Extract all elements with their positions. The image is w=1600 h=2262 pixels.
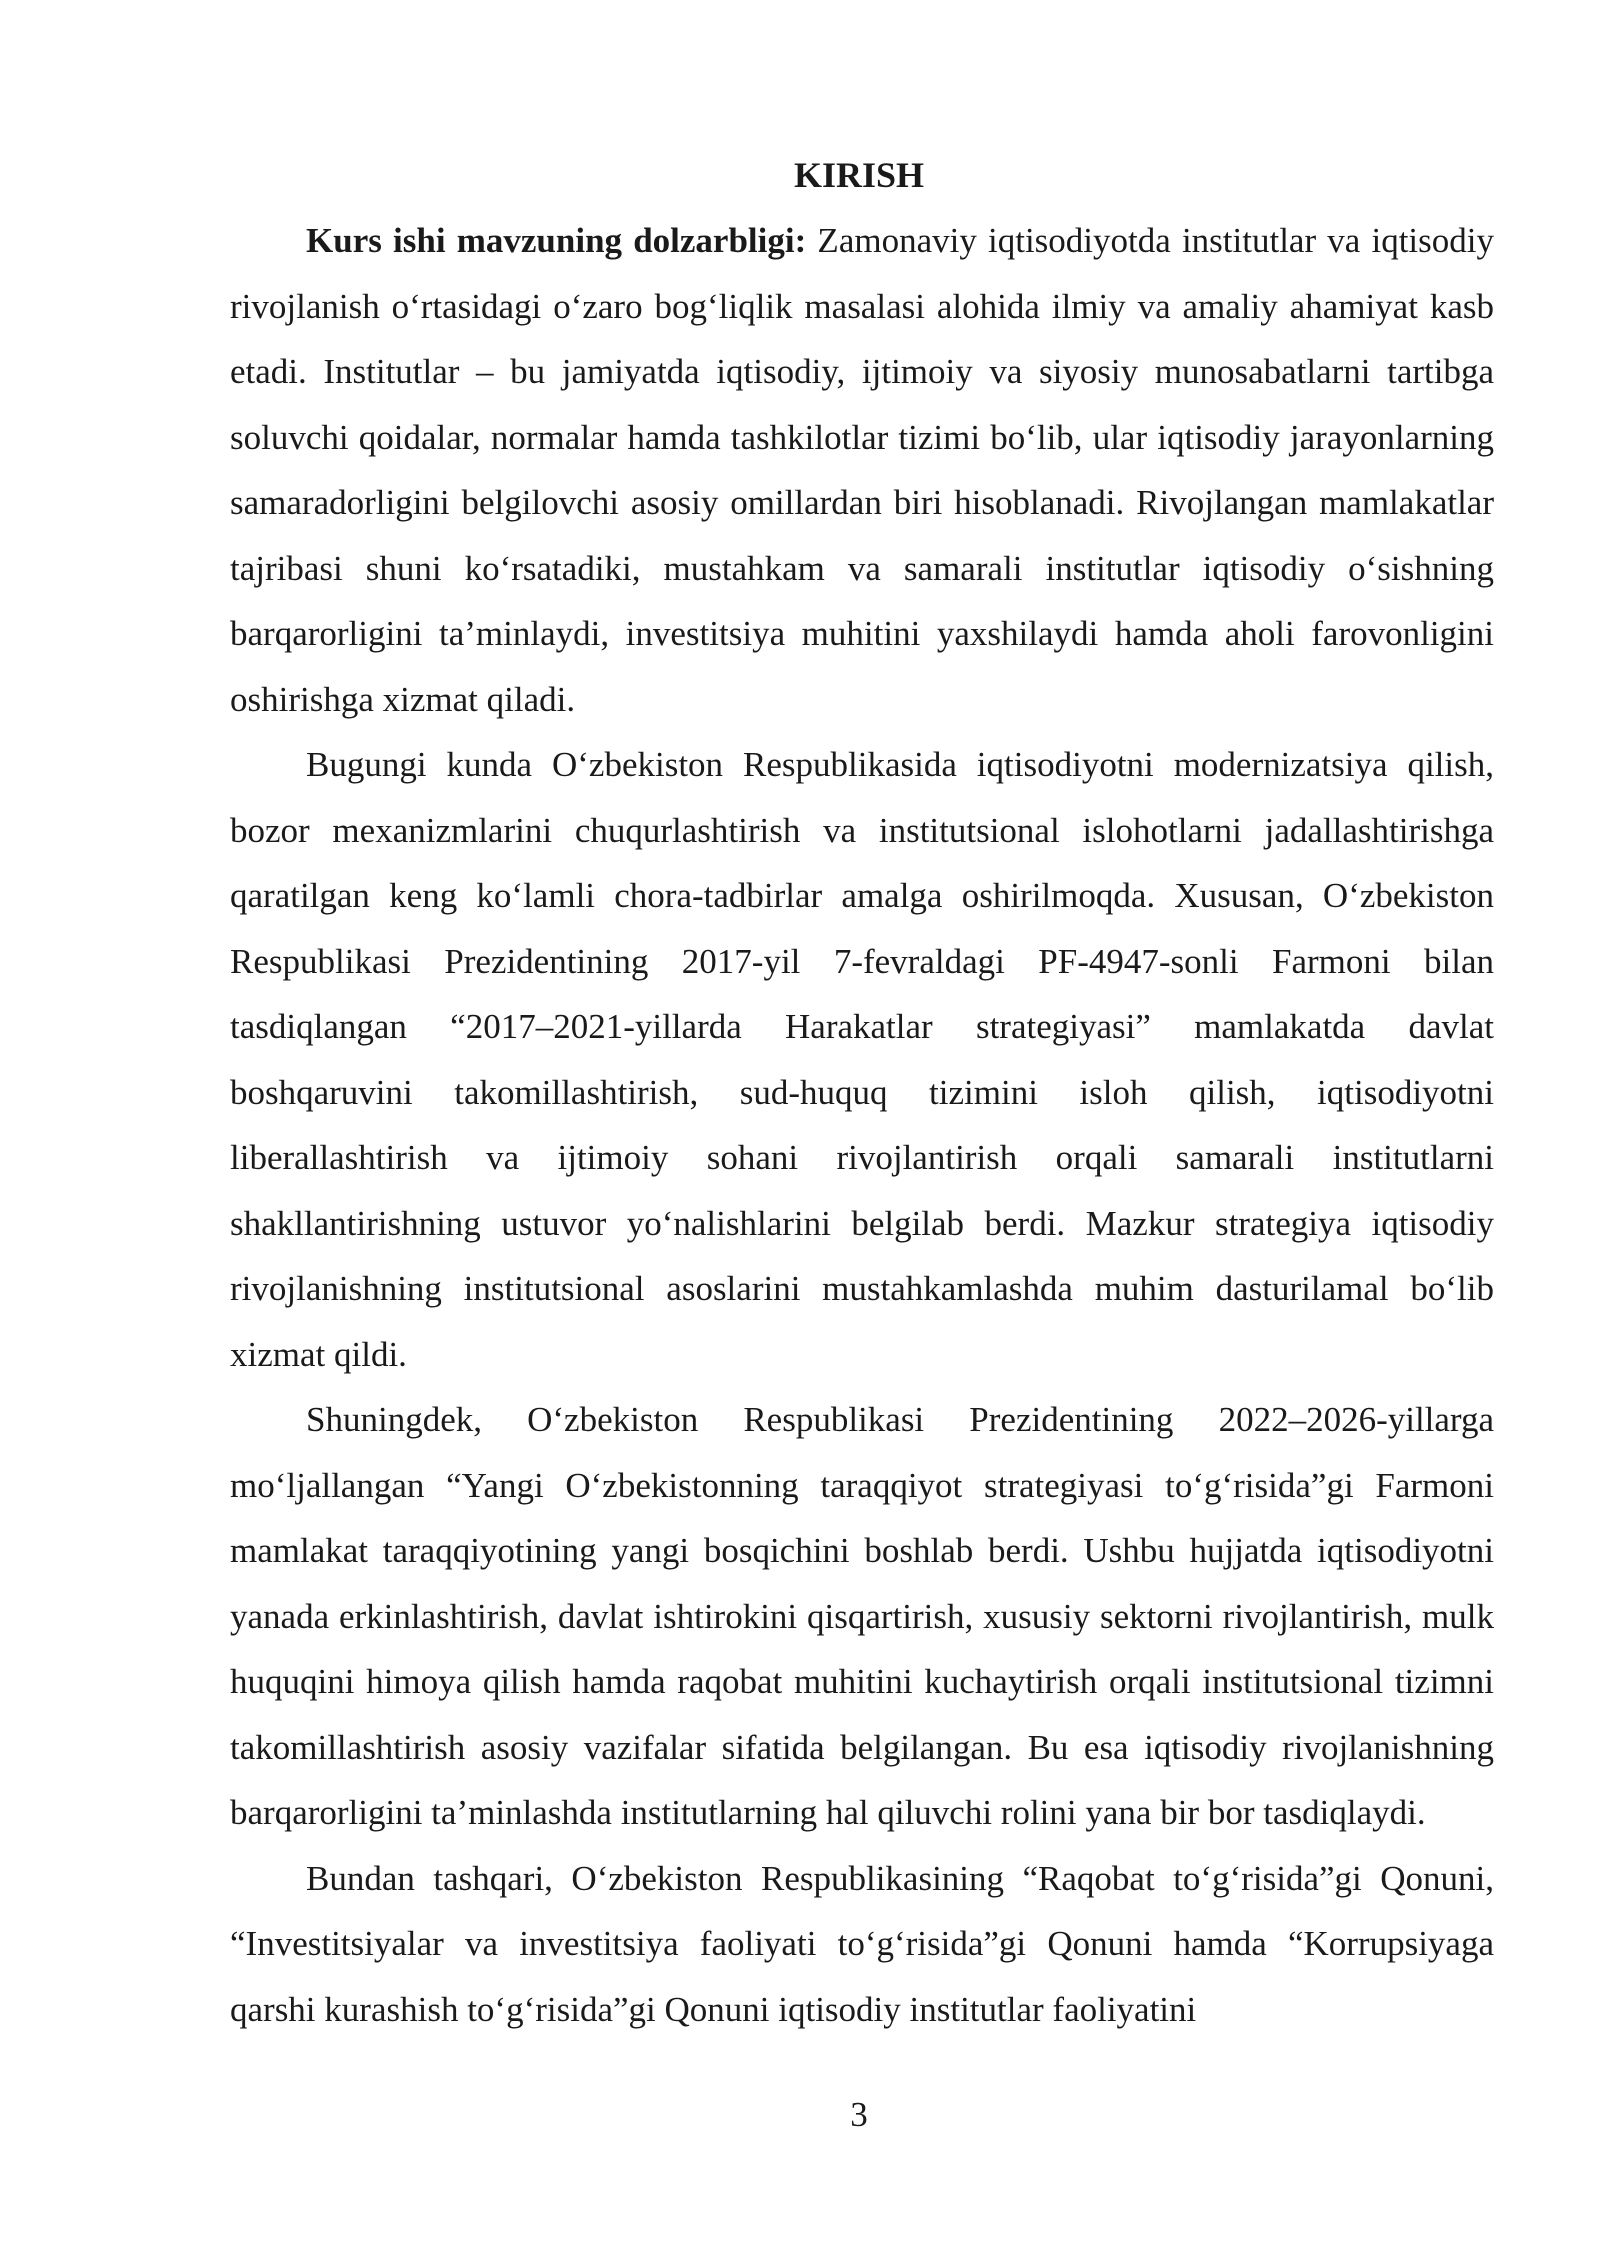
paragraph-relevance bbox=[230, 208, 1494, 732]
paragraph-development-strategy: Shuningdek, O‘zbekiston Respublikasi Prezidentining 2022–2026-yillarga mo‘ljallangan “Yangi O‘zbekistonning taraqqiyot strategiyasi to‘g‘risida”gi Farmoni mamlakat taraqqiyotining yangi bosqichini boshlab berdi. Ushbu hujjatda iqtisodiyotni yanada erkinlashtirish, davlat ishtirokini qisqartirish, xususiy sektorni rivojlantirish, mulk huquqini himoya qilish hamda raqobat muhitini kuchaytirish orqali institutsional tizimni takomillashtirish asosiy vazifalar sifatida belgilangan. Bu esa iqtisodiy rivojlanishning barqarorligini ta’minlashda institutlarning hal qiluvchi rolini yana bir bor tasdiqlaydi. bbox=[230, 1400, 1494, 1832]
page-number: 3 bbox=[850, 2095, 868, 2134]
paragraph-lead: Kurs ishi mavzuning dolzarbligi: bbox=[306, 221, 807, 260]
paragraph-action-strategy: Bugungi kunda O‘zbekiston Respublikasida iqtisodiyotni modernizatsiya qilish, bozor mexanizmlarini chuqurlashtirish va institutsional islohotlarni jadallashtirishga qaratilgan keng ko‘lamli chora-tadbirlar amalga oshirilmoqda. Xususan, O‘zbekiston Respublikasi Prezidentining 2017-yil 7-fevraldagi PF-4947-sonli Farmoni bilan tasdiqlangan “2017–2021-yillarda Harakatlar strategiyasi” mamlakatda davlat boshqaruvini takomillashtirish, sud-huquq tizimini isloh qilish, iqtisodiyotni liberallashtirish va ijtimoiy sohani rivojlantirish orqali samarali institutlarni shakllantirishning ustuvor yo‘nalishlarini belgilab berdi. Mazkur strategiya iqtisodiy rivojlanishning institutsional asoslarini mustahkamlashda muhim dasturilamal bo‘lib xizmat qildi. bbox=[230, 745, 1494, 1374]
body-text bbox=[230, 208, 1494, 2042]
paragraph-laws: Bundan tashqari, O‘zbekiston Respublikasining “Raqobat to‘g‘risida”gi Qonuni, “Investitsiyalar va investitsiya faoliyati to‘g‘risida”gi Qonuni hamda “Korrupsiyaga qarshi kurashish to‘g‘risida”gi Qonuni iqtisodiy institutlar faoliyatini bbox=[230, 1858, 1494, 2029]
section-heading: KIRISH bbox=[793, 155, 925, 195]
paragraph-text: Zamonaviy iqtisodiyotda institutlar va iqtisodiy rivojlanish o‘rtasidagi o‘zaro bog‘liqlik masalasi alohida ilmiy va amaliy ahamiyat kasb etadi. Institutlar – bu jamiyatda iqtisodiy, ijtimoiy va siyosiy munosabatlarni tartibga soluvchi qoidalar, normalar hamda tashkilotlar tizimi bo‘lib, ular iqtisodiy jarayonlarning samaradorligini belgilovchi asosiy omillardan biri hisoblanadi. Rivojlangan mamlakatlar tajribasi shuni ko‘rsatadiki, mustahkam va samarali institutlar iqtisodiy o‘sishning barqarorligini ta’minlaydi, investitsiya muhitini yaxshilaydi hamda aholi farovonligini oshirishga xizmat qiladi. bbox=[230, 221, 1494, 719]
